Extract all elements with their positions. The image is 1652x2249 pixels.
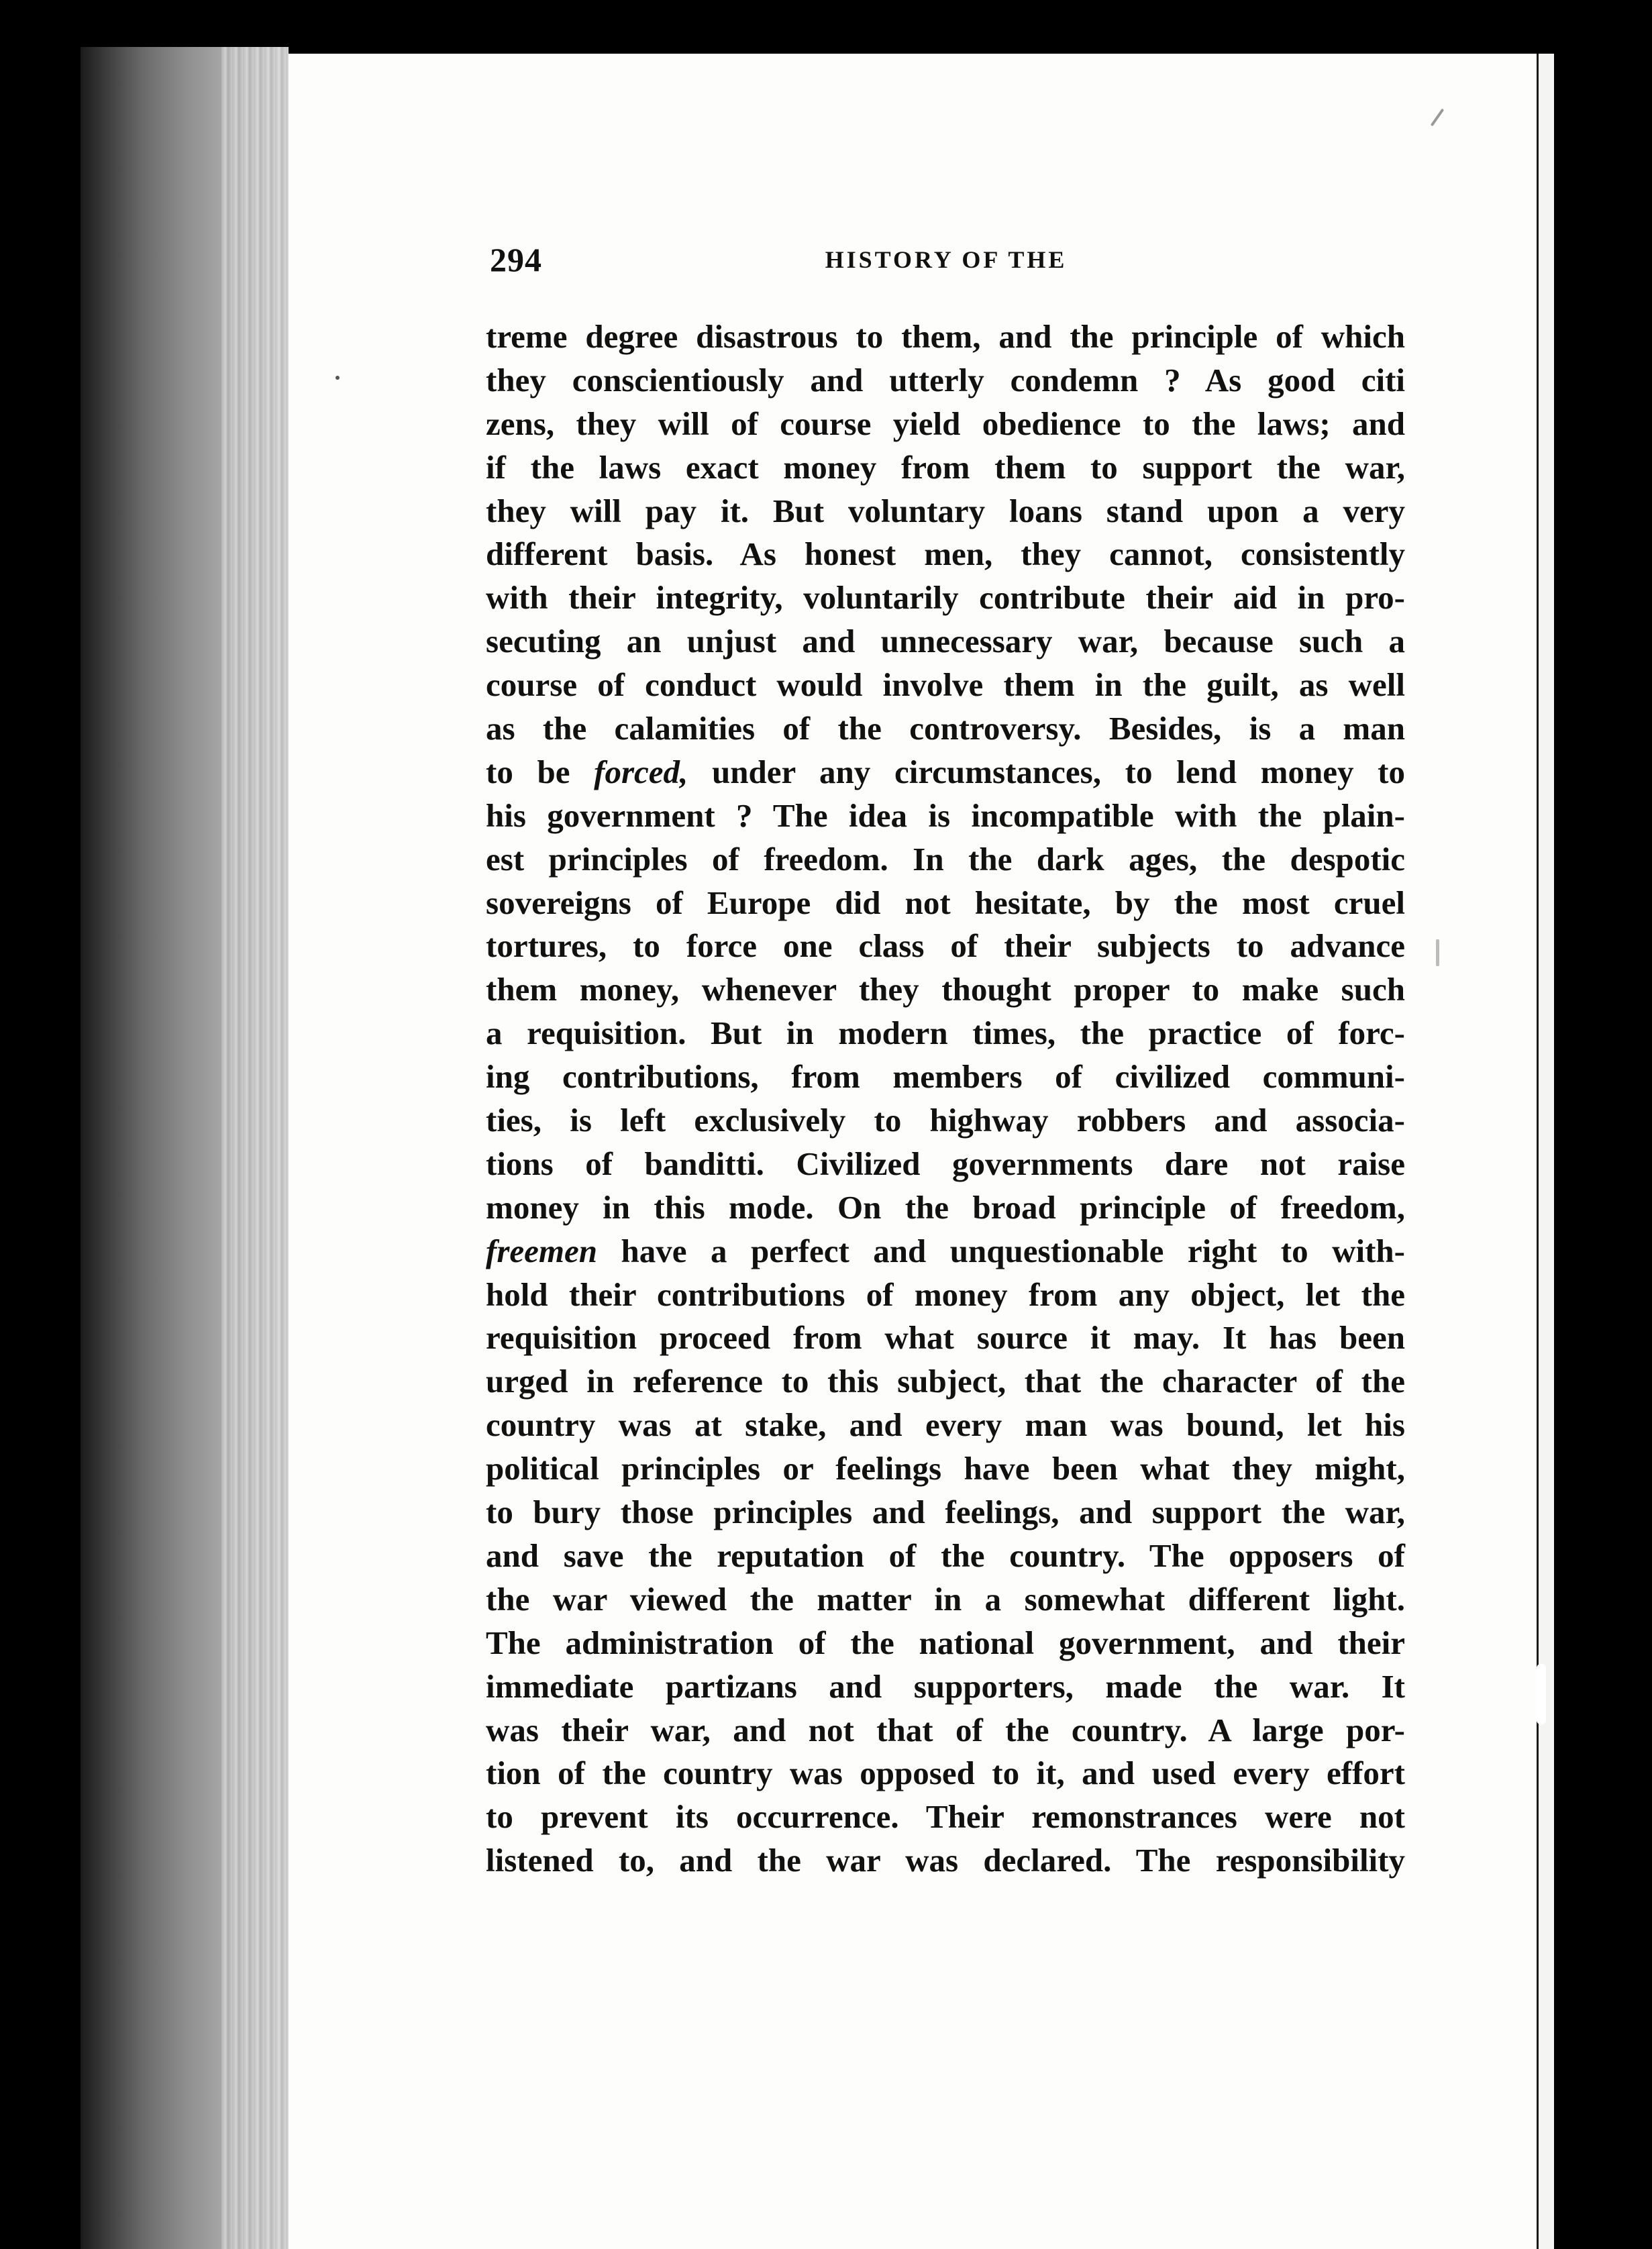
text-line: est principles of freedom. In the dark ages, the despotic bbox=[486, 840, 1405, 878]
text-line: different basis. As honest men, they cannot, consistently bbox=[486, 535, 1405, 573]
text-line: ties, is left exclusively to highway robbers and associa- bbox=[486, 1102, 1405, 1139]
text-line: tortures, to force one class of their subjects to advance bbox=[486, 927, 1405, 965]
text-line: tion of the country was opposed to it, and used every effort bbox=[486, 1755, 1405, 1792]
text-line: sovereigns of Europe did not hesitate, by the most cruel bbox=[486, 884, 1405, 921]
italic-word-forced: forced, bbox=[594, 753, 688, 790]
text-segment: to be bbox=[486, 753, 595, 790]
text-line: with their integrity, voluntarily contribute their aid in pro- bbox=[486, 579, 1405, 617]
text-line: political principles or feelings have been what they might, bbox=[486, 1450, 1405, 1487]
running-head: HISTORY OF THE bbox=[825, 246, 1068, 273]
page-number: 294 bbox=[490, 241, 542, 278]
text-line: they conscientiously and utterly condemn ? As good citi bbox=[486, 361, 1405, 399]
page-header bbox=[490, 240, 1402, 280]
text-line: course of conduct would involve them in the guilt, as well bbox=[486, 666, 1405, 704]
text-line: secuting an unjust and unnecessary war, because such a bbox=[486, 623, 1405, 660]
text-line: his government ? The idea is incompatible with the plain- bbox=[486, 796, 1405, 834]
text-line: to prevent its occurrence. Their remonstrances were not bbox=[486, 1798, 1405, 1836]
text-line: they will pay it. But voluntary loans stand upon a very bbox=[486, 492, 1405, 529]
text-segment: have a perfect and unquestionable right to with- bbox=[597, 1232, 1405, 1269]
text-segment: under any circumstances, to lend money to bbox=[688, 753, 1405, 790]
text-line: The administration of the national government, and their bbox=[486, 1624, 1405, 1661]
text-line: immediate partizans and supporters, made the war. It bbox=[486, 1667, 1405, 1705]
text-line: urged in reference to this subject, that the character of the bbox=[486, 1363, 1405, 1400]
text-line: to bury those principles and feelings, and support the war, bbox=[486, 1494, 1405, 1531]
text-line: treme degree disastrous to them, and the principle of which bbox=[486, 318, 1405, 355]
scan-speck bbox=[1436, 939, 1439, 966]
text-line: money in this mode. On the broad principle of freedom, bbox=[486, 1188, 1405, 1226]
scan-speck bbox=[335, 376, 340, 380]
gutter-strip bbox=[1537, 54, 1556, 2249]
page-edge-stripes bbox=[221, 47, 289, 2249]
text-line: them money, whenever they thought proper to make such bbox=[486, 971, 1405, 1008]
text-line: tions of banditti. Civilized governments dare not raise bbox=[486, 1145, 1405, 1182]
italic-word-freemen: freemen bbox=[486, 1232, 597, 1269]
text-line: if the laws exact money from them to support the war, bbox=[486, 448, 1405, 486]
text-line: a requisition. But in modern times, the practice of forc- bbox=[486, 1014, 1405, 1052]
text-line: the war viewed the matter in a somewhat different light. bbox=[486, 1580, 1405, 1618]
text-line: as the calamities of the controversy. Besides, is a man bbox=[486, 710, 1405, 747]
body-text bbox=[486, 315, 1405, 1883]
text-line: requisition proceed from what source it may. It has been bbox=[486, 1319, 1405, 1357]
text-line: hold their contributions of money from any object, let the bbox=[486, 1275, 1405, 1313]
text-line: ing contributions, from members of civilized communi- bbox=[486, 1058, 1405, 1096]
text-line-freemen bbox=[486, 1230, 1405, 1273]
text-line: listened to, and the war was declared. The responsibility bbox=[486, 1842, 1405, 1879]
text-line: zens, they will of course yield obedience to the laws; and bbox=[486, 405, 1405, 442]
text-line: and save the reputation of the country. The opposers of bbox=[486, 1536, 1405, 1574]
text-line-forced bbox=[486, 751, 1405, 794]
text-line: was their war, and not that of the country. A large por- bbox=[486, 1711, 1405, 1748]
scan-speck bbox=[1537, 1664, 1546, 1724]
text-line: country was at stake, and every man was bound, let his bbox=[486, 1406, 1405, 1444]
scan-border bbox=[1554, 0, 1652, 2249]
